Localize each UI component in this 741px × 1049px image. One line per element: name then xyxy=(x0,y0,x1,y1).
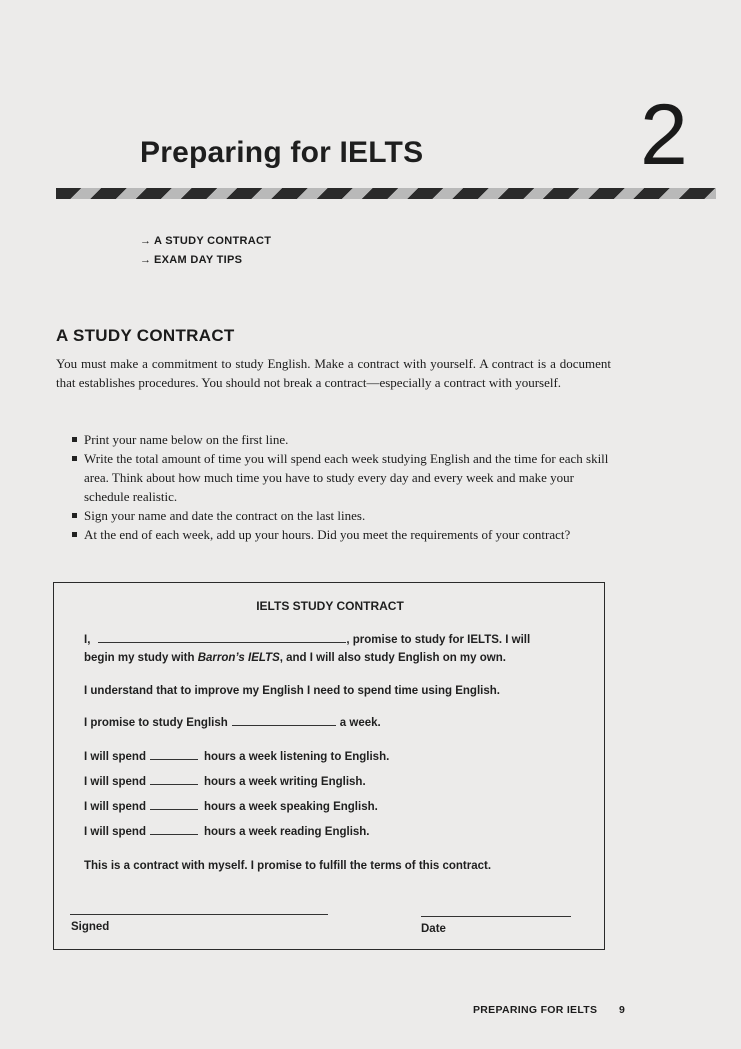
contract-text: I promise to study English xyxy=(84,717,228,729)
running-footer-title: PREPARING FOR IELTS xyxy=(473,1004,598,1016)
reading-hours-blank[interactable] xyxy=(150,833,198,835)
section-heading: A STUDY CONTRACT xyxy=(56,326,235,345)
chapter-number: 2 xyxy=(640,87,688,183)
list-item: At the end of each week, add up your hours. Did you meet the requirements of your contract? xyxy=(72,525,612,544)
contract-text: I will spend xyxy=(84,801,146,813)
decorative-stripe-divider xyxy=(56,188,716,199)
toc-item-label: A STUDY CONTRACT xyxy=(154,235,272,247)
signature-line[interactable] xyxy=(70,914,328,915)
contract-text: , and I will also study English on my own. xyxy=(279,652,506,664)
contract-text: I will spend xyxy=(84,826,146,838)
contract-book-line xyxy=(84,652,506,664)
writing-hours-blank[interactable] xyxy=(150,783,198,785)
listening-hours-blank[interactable] xyxy=(150,758,198,760)
contract-text: hours a week listening to English. xyxy=(203,751,390,763)
contract-text: hours a week speaking English. xyxy=(203,801,378,813)
contract-speaking-line xyxy=(84,801,378,813)
signed-label: Signed xyxy=(71,921,110,933)
arrow-right-icon: → xyxy=(140,235,152,247)
toc-item-label: EXAM DAY TIPS xyxy=(154,254,243,266)
contract-text: a week. xyxy=(339,717,381,729)
intro-paragraph: You must make a commitment to study English. Make a contract with yourself. A contract is a document that establishes procedures. You should not break a contract—especially a contract with yourself. xyxy=(56,356,611,390)
contract-closing-line: This is a contract with myself. I promise to fulfill the terms of this contract. xyxy=(84,860,492,872)
contract-text: begin my study with xyxy=(84,652,198,664)
contract-text: I will spend xyxy=(84,776,146,788)
contract-title: IELTS STUDY CONTRACT xyxy=(256,599,404,613)
toc-item-study-contract xyxy=(140,235,271,247)
contract-understand-line: I understand that to improve my English I need to spend time using English. xyxy=(84,685,500,697)
toc-item-exam-day-tips xyxy=(140,254,242,266)
date-line[interactable] xyxy=(421,916,571,917)
list-item: Print your name below on the first line. xyxy=(72,430,612,449)
contract-text: hours a week writing English. xyxy=(203,776,366,788)
contract-reading-line xyxy=(84,826,370,838)
speaking-hours-blank[interactable] xyxy=(150,808,198,810)
book-title: Barron’s IELTS xyxy=(197,652,280,664)
chapter-title: Preparing for IELTS xyxy=(140,136,424,169)
arrow-right-icon: → xyxy=(140,254,152,266)
name-blank-line[interactable] xyxy=(98,641,346,643)
contract-writing-line xyxy=(84,776,366,788)
contract-text: I, xyxy=(84,634,91,646)
weekly-hours-blank[interactable] xyxy=(232,724,336,726)
page-number: 9 xyxy=(619,1004,626,1016)
instruction-list xyxy=(72,430,612,544)
contract-text: hours a week reading English. xyxy=(203,826,370,838)
contract-name-line xyxy=(84,634,530,646)
list-item: Write the total amount of time you will spend each week studying English and the time for each skill area. Think about how much time you have to study every day and every week and make your schedule realistic. xyxy=(72,449,612,506)
contract-text: I will spend xyxy=(84,751,146,763)
contract-listening-line xyxy=(84,751,389,763)
contract-text: , promise to study for IELTS. I will xyxy=(346,634,531,646)
date-label: Date xyxy=(421,923,446,935)
contract-promise-line xyxy=(84,717,381,729)
list-item: Sign your name and date the contract on the last lines. xyxy=(72,506,612,525)
